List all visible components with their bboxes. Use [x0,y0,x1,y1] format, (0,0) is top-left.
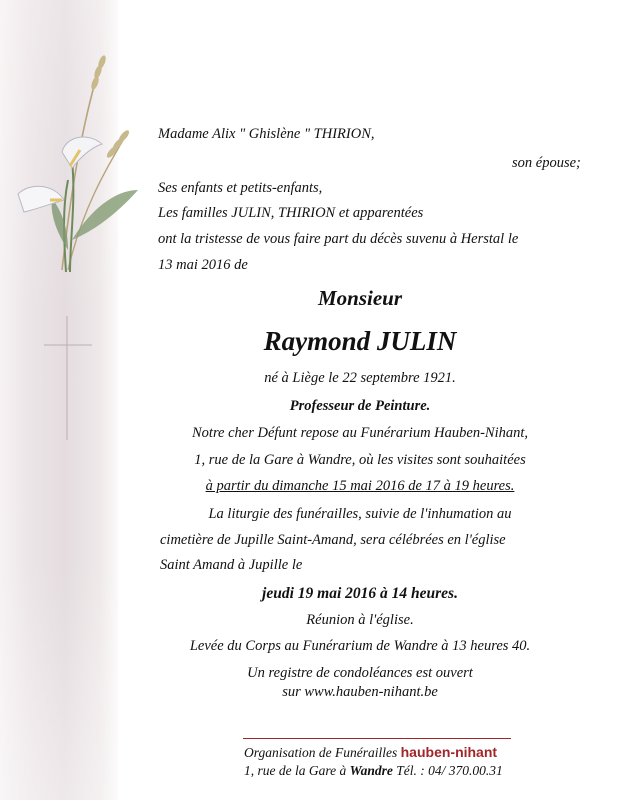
condolences-line-1: Un registre de condoléances est ouvert [247,665,473,681]
sorrow-line-2: 13 mai 2016 de [158,257,248,273]
deceased-title: Monsieur [317,286,403,310]
children-line: Ses enfants et petits-enfants, [158,180,323,196]
footer-divider [243,738,511,739]
footer-phone: Tél. : 04/ 370.00.31 [396,763,503,778]
meeting-line: Réunion à l'église. [306,612,414,628]
organisation-label: Organisation de Funérailles [244,745,398,760]
deceased-name: Raymond JULIN [263,326,457,356]
departure-line: Levée du Corps au Funérarium de Wandre à 13 heures 40. [189,638,531,654]
liturgy-line-2: cimetière de Jupille Saint-Amand, sera célébrées en l'église [160,532,506,548]
brand-logo: hauben-nihant [400,744,498,760]
footer-address [244,763,503,779]
profession-line: Professeur de Peinture. [289,398,431,414]
liturgy-line-1: La liturgie des funérailles, suivie de l'inhumation au [208,506,512,522]
calla-lily-wheat-icon [10,40,140,290]
footer-organisation [244,744,497,761]
liturgy-line-3: Saint Amand à Jupille le [160,557,303,573]
widow-name: Madame Alix " Ghislène " THIRION, [158,126,375,142]
address-prefix: 1, rue de la Gare à [244,763,347,778]
viewing-line-1: Notre cher Défunt repose au Funérarium Hauben-Nihant, [191,425,529,441]
families-line: Les familles JULIN, THIRION et apparentées [158,205,424,221]
funeral-date: jeudi 19 mai 2016 à 14 heures. [262,585,458,602]
viewing-hours: à partir du dimanche 15 mai 2016 de 17 à 19 heures. [205,478,515,494]
sorrow-line-1: ont la tristesse de vous faire part du décès suvenu à Herstal le [158,231,519,247]
cross-icon [44,316,94,441]
birth-line: né à Liège le 22 septembre 1921. [264,370,456,386]
viewing-line-2: 1, rue de la Gare à Wandre, où les visites sont souhaitées [194,452,526,468]
address-town: Wandre [349,763,393,778]
condolences-website: sur www.hauben-nihant.be [282,684,438,700]
widow-relation: son épouse; [512,155,581,171]
